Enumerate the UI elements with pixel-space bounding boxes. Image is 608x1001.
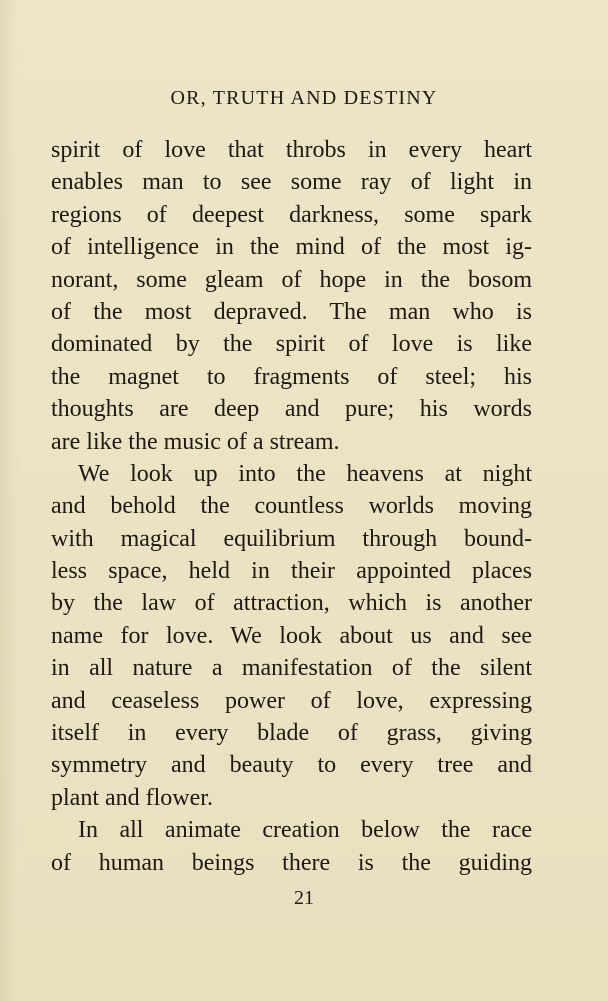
text-line: by the law of attraction, which is another	[51, 590, 532, 617]
text-line: enables man to see some ray of light in	[51, 169, 532, 196]
text-line: regions of deepest darkness, some spark	[51, 201, 532, 228]
text-line: In all animate creation below the race	[78, 817, 532, 844]
page-number: 21	[294, 887, 314, 909]
text-line: of human beings there is the guiding	[51, 849, 532, 876]
text-line: are like the music of a stream.	[51, 428, 340, 455]
text-line: spirit of love that throbs in every heart	[51, 137, 532, 163]
text-line: with magical equilibrium through bound-	[51, 525, 532, 552]
text-line: of intelligence in the mind of the most ig-	[51, 234, 532, 261]
text-line: the magnet to fragments of steel; his	[51, 363, 532, 390]
text-line: We look up into the heavens at night	[78, 460, 532, 487]
body-text	[51, 134, 532, 879]
text-line: thoughts are deep and pure; his words	[51, 396, 532, 423]
text-line: and ceaseless power of love, expressing	[51, 687, 532, 714]
text-line: of the most depraved. The man who is	[51, 298, 532, 325]
text-line: norant, some gleam of hope in the bosom	[51, 266, 532, 293]
text-line: and behold the countless worlds moving	[51, 493, 532, 520]
text-line: less space, held in their appointed places	[51, 558, 532, 585]
running-head: OR, TRUTH AND DESTINY	[170, 87, 438, 109]
text-line: in all nature a manifestation of the silent	[51, 655, 532, 682]
text-line: symmetry and beauty to every tree and	[51, 752, 532, 779]
text-line: plant and flower.	[51, 784, 213, 811]
text-line: name for love. We look about us and see	[51, 622, 532, 649]
text-line: itself in every blade of grass, giving	[51, 720, 532, 747]
text-line: dominated by the spirit of love is like	[51, 331, 532, 358]
